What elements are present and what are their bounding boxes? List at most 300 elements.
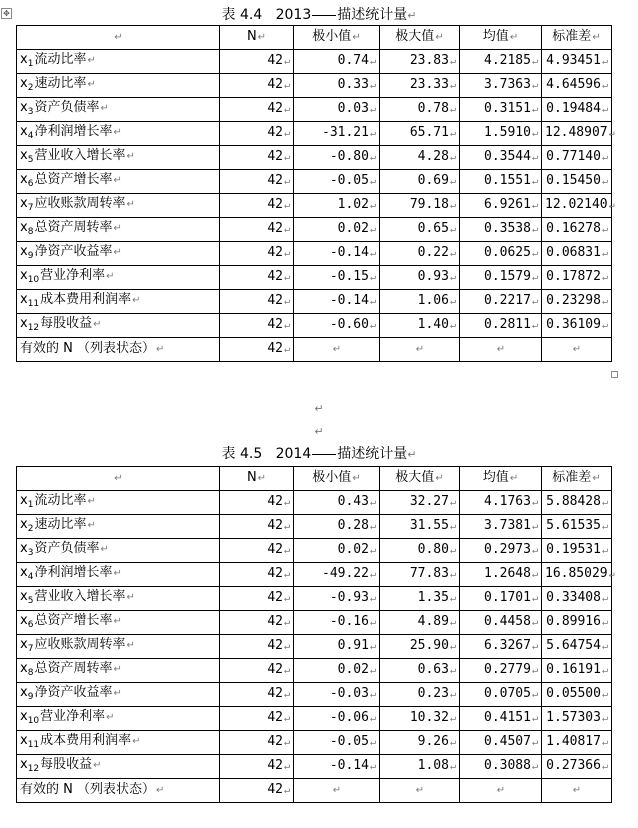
value-cell-min[interactable] xyxy=(294,683,380,707)
value-cell-n[interactable] xyxy=(220,659,294,683)
value-cell-min[interactable] xyxy=(294,755,380,779)
cell-end-mark-icon: ↵ xyxy=(126,150,135,162)
value-cell-max-text: 0.23 xyxy=(417,686,449,701)
value-cell-sd[interactable] xyxy=(542,242,612,266)
value-cell-mean[interactable] xyxy=(460,218,542,242)
variable-symbol: x xyxy=(20,51,28,67)
variable-name: 成本费用利润率 xyxy=(40,291,132,307)
variable-name-cell[interactable] xyxy=(17,50,220,74)
value-cell-n[interactable] xyxy=(220,515,294,539)
empty-cell[interactable] xyxy=(542,779,612,803)
table-move-handle-icon[interactable]: ✥ xyxy=(1,8,12,19)
value-cell-sd[interactable] xyxy=(542,74,612,98)
table-caption-2013 xyxy=(0,7,638,24)
value-cell-mean[interactable] xyxy=(460,98,542,122)
value-cell-n[interactable] xyxy=(220,50,294,74)
value-cell-mean-text: 0.4151 xyxy=(484,710,531,725)
value-cell-max[interactable] xyxy=(380,635,460,659)
cell-end-mark-icon: ↵ xyxy=(449,665,456,676)
value-cell-n[interactable] xyxy=(220,635,294,659)
table-row xyxy=(17,242,612,266)
value-cell-mean-text: 0.0705 xyxy=(484,686,531,701)
cell-end-mark-icon: ↵ xyxy=(601,713,608,724)
value-cell-n-text: 42 xyxy=(267,542,283,557)
variable-subscript: 7 xyxy=(27,202,34,213)
variable-name-cell[interactable] xyxy=(17,731,220,755)
variable-name-cell[interactable] xyxy=(17,122,220,146)
value-cell-n-text: 42 xyxy=(267,53,283,68)
value-cell-sd[interactable] xyxy=(542,611,612,635)
value-cell-mean[interactable] xyxy=(460,242,542,266)
cell-end-mark-icon: ↵ xyxy=(93,318,102,330)
cell-end-mark-icon: ↵ xyxy=(601,56,608,67)
header-cell[interactable] xyxy=(220,26,294,50)
value-cell-mean[interactable] xyxy=(460,290,542,314)
cell-end-mark-icon: ↵ xyxy=(531,272,538,283)
cell-end-mark-icon: ↵ xyxy=(283,737,290,748)
value-cell-max[interactable] xyxy=(380,242,460,266)
value-cell-min-text: -0.60 xyxy=(329,317,369,332)
empty-cell[interactable] xyxy=(294,779,380,803)
variable-name: 每股收益 xyxy=(40,756,93,772)
empty-cell[interactable] xyxy=(460,779,542,803)
variable-name-cell[interactable] xyxy=(17,290,220,314)
value-cell-min[interactable] xyxy=(294,170,380,194)
value-cell-n-text: 42 xyxy=(267,245,283,260)
caption-dash xyxy=(312,454,336,455)
value-cell-max[interactable] xyxy=(380,731,460,755)
value-cell-max[interactable] xyxy=(380,266,460,290)
value-cell-sd-text: 0.15450 xyxy=(546,173,601,188)
value-cell-sd-text: 0.36109 xyxy=(546,317,601,332)
variable-symbol: x xyxy=(20,75,28,91)
variable-name-cell[interactable] xyxy=(17,314,220,338)
cell-end-mark-icon: ↵ xyxy=(156,785,165,796)
variable-name: 资产负债率 xyxy=(34,99,100,115)
value-cell-n[interactable] xyxy=(220,587,294,611)
value-cell-n[interactable] xyxy=(220,194,294,218)
cell-end-mark-icon: ↵ xyxy=(531,689,538,700)
cell-end-mark-icon: ↵ xyxy=(449,641,456,652)
cell-end-mark-icon: ↵ xyxy=(449,80,456,91)
variable-symbol: x xyxy=(20,588,28,604)
table-row xyxy=(17,194,612,218)
value-cell-n[interactable] xyxy=(220,98,294,122)
value-cell-n-text: 42 xyxy=(267,221,283,236)
value-cell-mean[interactable] xyxy=(460,50,542,74)
value-cell-max[interactable] xyxy=(380,611,460,635)
header-cell[interactable] xyxy=(542,467,612,491)
empty-cell[interactable] xyxy=(460,338,542,362)
value-cell-min[interactable] xyxy=(294,242,380,266)
value-cell-mean-text: 0.2217 xyxy=(484,293,531,308)
value-cell-sd[interactable] xyxy=(542,491,612,515)
value-cell-max[interactable] xyxy=(380,290,460,314)
value-cell-n-text: 42 xyxy=(267,77,283,92)
cell-end-mark-icon: ↵ xyxy=(283,785,290,796)
value-cell-sd-text: 1.57303 xyxy=(546,710,601,725)
variable-symbol: x xyxy=(20,492,28,508)
value-cell-n-text: 42 xyxy=(267,590,283,605)
caption-year: 2014 xyxy=(275,446,312,462)
value-cell-sd-text: 0.19484 xyxy=(546,101,601,116)
value-cell-mean[interactable] xyxy=(460,611,542,635)
variable-name-cell[interactable] xyxy=(17,539,220,563)
value-cell-sd-text: 0.16191 xyxy=(546,662,601,677)
value-cell-min-text: 0.91 xyxy=(337,638,369,653)
cell-end-mark-icon: ↵ xyxy=(601,689,608,700)
value-cell-n[interactable] xyxy=(220,218,294,242)
variable-name-cell[interactable] xyxy=(17,74,220,98)
value-cell-min-text: -49.22 xyxy=(322,566,369,581)
table-row xyxy=(17,515,612,539)
variable-name: 营业收入增长率 xyxy=(34,147,126,163)
value-cell-sd-text: 0.27366 xyxy=(546,758,601,773)
variable-subscript: 6 xyxy=(27,619,34,630)
value-cell-sd[interactable] xyxy=(542,539,612,563)
value-cell-max[interactable] xyxy=(380,122,460,146)
valid-n-value-cell[interactable] xyxy=(220,779,294,803)
value-cell-n[interactable] xyxy=(220,731,294,755)
value-cell-sd-text: 0.16278 xyxy=(546,221,601,236)
caption-label: 表 4.5 xyxy=(221,446,263,462)
value-cell-max[interactable] xyxy=(380,50,460,74)
variable-name-cell[interactable] xyxy=(17,266,220,290)
value-cell-min[interactable] xyxy=(294,515,380,539)
cell-end-mark-icon: ↵ xyxy=(283,497,290,508)
cell-end-mark-icon: ↵ xyxy=(572,785,582,796)
cell-end-mark-icon: ↵ xyxy=(283,569,290,580)
value-cell-mean-text: 0.0625 xyxy=(484,245,531,260)
table-body xyxy=(17,26,615,362)
value-cell-n-text: 42 xyxy=(267,269,283,284)
value-cell-max[interactable] xyxy=(380,491,460,515)
value-cell-max[interactable] xyxy=(380,314,460,338)
value-cell-max-text: 1.08 xyxy=(417,758,449,773)
value-cell-n[interactable] xyxy=(220,74,294,98)
value-cell-max[interactable] xyxy=(380,587,460,611)
value-cell-n[interactable] xyxy=(220,314,294,338)
value-cell-sd[interactable] xyxy=(542,122,615,146)
variable-name-cell[interactable] xyxy=(17,659,220,683)
value-cell-min[interactable] xyxy=(294,635,380,659)
cell-end-mark-icon: ↵ xyxy=(592,473,601,484)
variable-subscript: 4 xyxy=(27,571,34,582)
table-row xyxy=(17,50,612,74)
value-cell-sd[interactable] xyxy=(542,98,612,122)
value-cell-mean-text: 0.3088 xyxy=(484,758,531,773)
cell-end-mark-icon: ↵ xyxy=(449,617,456,628)
value-cell-min[interactable] xyxy=(294,98,380,122)
value-cell-sd[interactable] xyxy=(542,731,612,755)
cell-end-mark-icon: ↵ xyxy=(531,200,538,211)
variable-subscript: 3 xyxy=(27,547,34,558)
value-cell-n[interactable] xyxy=(220,707,294,731)
value-cell-min[interactable] xyxy=(294,74,380,98)
cell-end-mark-icon: ↵ xyxy=(283,248,290,259)
cell-end-mark-icon: ↵ xyxy=(126,591,135,603)
value-cell-max[interactable] xyxy=(380,539,460,563)
variable-subscript: 10 xyxy=(27,715,40,726)
value-cell-n[interactable] xyxy=(220,146,294,170)
variable-name-cell[interactable] xyxy=(17,146,220,170)
value-cell-sd[interactable] xyxy=(542,146,612,170)
cell-end-mark-icon: ↵ xyxy=(449,296,456,307)
value-cell-max[interactable] xyxy=(380,170,460,194)
value-cell-min[interactable] xyxy=(294,491,380,515)
cell-end-mark-icon: ↵ xyxy=(369,521,376,532)
value-cell-min[interactable] xyxy=(294,611,380,635)
value-cell-mean-text: 4.1763 xyxy=(484,494,531,509)
value-cell-min-text: -0.93 xyxy=(329,590,369,605)
value-cell-n[interactable] xyxy=(220,683,294,707)
variable-subscript: 8 xyxy=(27,667,34,678)
value-cell-n[interactable] xyxy=(220,755,294,779)
value-cell-mean[interactable] xyxy=(460,659,542,683)
variable-name-cell[interactable] xyxy=(17,491,220,515)
valid-n-value-cell[interactable] xyxy=(220,338,294,362)
variable-subscript: 2 xyxy=(27,523,34,534)
value-cell-mean-text: 0.4458 xyxy=(484,614,531,629)
value-cell-min[interactable] xyxy=(294,659,380,683)
cell-end-mark-icon: ↵ xyxy=(87,54,96,66)
value-cell-max[interactable] xyxy=(380,98,460,122)
value-cell-max[interactable] xyxy=(380,707,460,731)
value-cell-min[interactable] xyxy=(294,266,380,290)
cell-end-mark-icon: ↵ xyxy=(369,56,376,67)
variable-name-cell[interactable] xyxy=(17,218,220,242)
empty-cell[interactable] xyxy=(380,338,460,362)
table-row xyxy=(17,98,612,122)
value-cell-sd-text: 0.05500 xyxy=(546,686,601,701)
variable-name-cell[interactable] xyxy=(17,611,220,635)
value-cell-max-text: 1.35 xyxy=(417,590,449,605)
value-cell-min[interactable] xyxy=(294,731,380,755)
value-cell-mean[interactable] xyxy=(460,314,542,338)
variable-name: 资产负债率 xyxy=(34,540,100,556)
value-cell-mean-text: 0.1579 xyxy=(484,269,531,284)
header-cell[interactable] xyxy=(17,26,220,50)
value-cell-mean[interactable] xyxy=(460,683,542,707)
variable-name-cell[interactable] xyxy=(17,755,220,779)
cell-end-mark-icon: ↵ xyxy=(531,665,538,676)
cell-end-mark-icon: ↵ xyxy=(435,32,444,43)
value-cell-sd[interactable] xyxy=(542,683,612,707)
variable-name-cell[interactable] xyxy=(17,515,220,539)
value-cell-n[interactable] xyxy=(220,563,294,587)
value-cell-n[interactable] xyxy=(220,611,294,635)
header-cell[interactable] xyxy=(17,467,220,491)
value-cell-mean[interactable] xyxy=(460,74,542,98)
table-resize-handle[interactable] xyxy=(611,371,618,378)
variable-name-cell[interactable] xyxy=(17,194,220,218)
paragraph-mark-icon: ↵ xyxy=(314,402,324,415)
cell-end-mark-icon: ↵ xyxy=(449,569,456,580)
cell-end-mark-icon: ↵ xyxy=(100,102,109,114)
value-cell-sd[interactable] xyxy=(542,194,615,218)
value-cell-sd[interactable] xyxy=(542,218,612,242)
variable-symbol: x xyxy=(20,636,28,652)
caption-title: 描述统计量 xyxy=(337,446,408,462)
cell-end-mark-icon: ↵ xyxy=(601,272,608,283)
value-cell-min[interactable] xyxy=(294,563,380,587)
cell-end-mark-icon: ↵ xyxy=(87,519,96,531)
cell-end-mark-icon: ↵ xyxy=(601,320,608,331)
value-cell-n[interactable] xyxy=(220,170,294,194)
cell-end-mark-icon: ↵ xyxy=(352,473,361,484)
descriptive-stats-table-2013 xyxy=(16,25,615,362)
variable-name-cell[interactable] xyxy=(17,587,220,611)
value-cell-sd[interactable] xyxy=(542,50,612,74)
variable-symbol: x xyxy=(20,516,28,532)
value-cell-min[interactable] xyxy=(294,50,380,74)
value-cell-max[interactable] xyxy=(380,755,460,779)
value-cell-max-text: 31.55 xyxy=(409,518,449,533)
value-cell-max[interactable] xyxy=(380,146,460,170)
value-cell-sd[interactable] xyxy=(542,635,612,659)
variable-name-cell[interactable] xyxy=(17,707,220,731)
cell-end-mark-icon: ↵ xyxy=(608,569,615,580)
value-cell-max[interactable] xyxy=(380,194,460,218)
cell-end-mark-icon: ↵ xyxy=(369,497,376,508)
value-cell-min[interactable] xyxy=(294,146,380,170)
value-cell-min[interactable] xyxy=(294,314,380,338)
value-cell-mean[interactable] xyxy=(460,122,542,146)
variable-name-cell[interactable] xyxy=(17,563,220,587)
value-cell-mean-text: 0.1551 xyxy=(484,173,531,188)
value-cell-min[interactable] xyxy=(294,218,380,242)
cell-end-mark-icon: ↵ xyxy=(449,497,456,508)
variable-symbol: x xyxy=(20,660,28,676)
cell-end-mark-icon: ↵ xyxy=(283,296,290,307)
value-cell-n[interactable] xyxy=(220,539,294,563)
value-cell-n[interactable] xyxy=(220,122,294,146)
variable-name: 速动比率 xyxy=(34,516,87,532)
paragraph-mark-icon: ↵ xyxy=(314,425,324,438)
variable-name: 流动比率 xyxy=(34,51,87,67)
header-cell[interactable] xyxy=(460,467,542,491)
header-cell[interactable] xyxy=(380,26,460,50)
value-cell-max-text: 23.33 xyxy=(409,77,449,92)
header-cell[interactable] xyxy=(220,467,294,491)
value-cell-sd[interactable] xyxy=(542,266,612,290)
cell-end-mark-icon: ↵ xyxy=(369,272,376,283)
variable-name-cell[interactable] xyxy=(17,242,220,266)
variable-subscript: 5 xyxy=(27,595,34,606)
cell-end-mark-icon: ↵ xyxy=(132,735,141,747)
value-cell-sd[interactable] xyxy=(542,314,612,338)
value-cell-mean[interactable] xyxy=(460,170,542,194)
value-cell-mean[interactable] xyxy=(460,731,542,755)
header-cell-text: 极小值 xyxy=(312,470,352,485)
value-cell-mean[interactable] xyxy=(460,539,542,563)
value-cell-max[interactable] xyxy=(380,659,460,683)
value-cell-mean[interactable] xyxy=(460,491,542,515)
variable-subscript: 6 xyxy=(27,178,34,189)
value-cell-min-text: -0.15 xyxy=(329,269,369,284)
value-cell-sd[interactable] xyxy=(542,587,612,611)
value-cell-max[interactable] xyxy=(380,563,460,587)
empty-cell[interactable] xyxy=(380,779,460,803)
cell-end-mark-icon: ↵ xyxy=(531,56,538,67)
variable-name: 营业净利率 xyxy=(40,267,106,283)
header-cell[interactable] xyxy=(380,467,460,491)
value-cell-mean[interactable] xyxy=(460,515,542,539)
empty-cell[interactable] xyxy=(294,338,380,362)
value-cell-max[interactable] xyxy=(380,74,460,98)
variable-name-cell[interactable] xyxy=(17,98,220,122)
value-cell-n-text: 42 xyxy=(267,173,283,188)
value-cell-mean[interactable] xyxy=(460,707,542,731)
table-row xyxy=(17,731,612,755)
header-cell[interactable] xyxy=(294,26,380,50)
value-cell-max-text: 77.83 xyxy=(409,566,449,581)
table-caption-2014 xyxy=(0,446,638,463)
value-cell-min[interactable] xyxy=(294,122,380,146)
value-cell-mean[interactable] xyxy=(460,194,542,218)
variable-name-cell[interactable] xyxy=(17,683,220,707)
value-cell-mean[interactable] xyxy=(460,563,542,587)
value-cell-mean[interactable] xyxy=(460,755,542,779)
caption-year: 2013 xyxy=(275,7,312,23)
value-cell-sd[interactable] xyxy=(542,707,612,731)
value-cell-min[interactable] xyxy=(294,194,380,218)
value-cell-n[interactable] xyxy=(220,266,294,290)
empty-cell[interactable] xyxy=(542,338,612,362)
value-cell-max[interactable] xyxy=(380,218,460,242)
cell-end-mark-icon: ↵ xyxy=(283,761,290,772)
value-cell-min[interactable] xyxy=(294,290,380,314)
value-cell-n[interactable] xyxy=(220,290,294,314)
cell-end-mark-icon: ↵ xyxy=(113,615,122,627)
valid-n-label-cell[interactable] xyxy=(17,338,220,362)
value-cell-mean[interactable] xyxy=(460,587,542,611)
variable-name-cell[interactable] xyxy=(17,635,220,659)
value-cell-mean-text: 6.3267 xyxy=(484,638,531,653)
value-cell-max[interactable] xyxy=(380,683,460,707)
variable-name-cell[interactable] xyxy=(17,170,220,194)
value-cell-sd[interactable] xyxy=(542,515,612,539)
value-cell-n[interactable] xyxy=(220,491,294,515)
value-cell-max[interactable] xyxy=(380,515,460,539)
value-cell-n[interactable] xyxy=(220,242,294,266)
value-cell-sd-text: 0.89916 xyxy=(546,614,601,629)
value-cell-min[interactable] xyxy=(294,587,380,611)
table-row xyxy=(17,611,612,635)
value-cell-min[interactable] xyxy=(294,707,380,731)
value-cell-mean[interactable] xyxy=(460,635,542,659)
value-cell-min[interactable] xyxy=(294,539,380,563)
value-cell-sd-text: 0.23298 xyxy=(546,293,601,308)
header-cell[interactable] xyxy=(294,467,380,491)
value-cell-sd[interactable] xyxy=(542,170,612,194)
value-cell-sd[interactable] xyxy=(542,755,612,779)
value-cell-mean[interactable] xyxy=(460,146,542,170)
value-cell-sd[interactable] xyxy=(542,563,615,587)
cell-end-mark-icon: ↵ xyxy=(283,128,290,139)
value-cell-sd[interactable] xyxy=(542,659,612,683)
header-cell[interactable] xyxy=(460,26,542,50)
header-cell-text: 极大值 xyxy=(395,470,435,485)
value-cell-mean-text: 0.3544 xyxy=(484,149,531,164)
cell-end-mark-icon: ↵ xyxy=(93,759,102,771)
value-cell-mean-text: 3.7381 xyxy=(484,518,531,533)
value-cell-mean[interactable] xyxy=(460,266,542,290)
header-cell[interactable] xyxy=(542,26,612,50)
valid-n-label-cell[interactable] xyxy=(17,779,220,803)
cell-end-mark-icon: ↵ xyxy=(369,713,376,724)
value-cell-sd[interactable] xyxy=(542,290,612,314)
